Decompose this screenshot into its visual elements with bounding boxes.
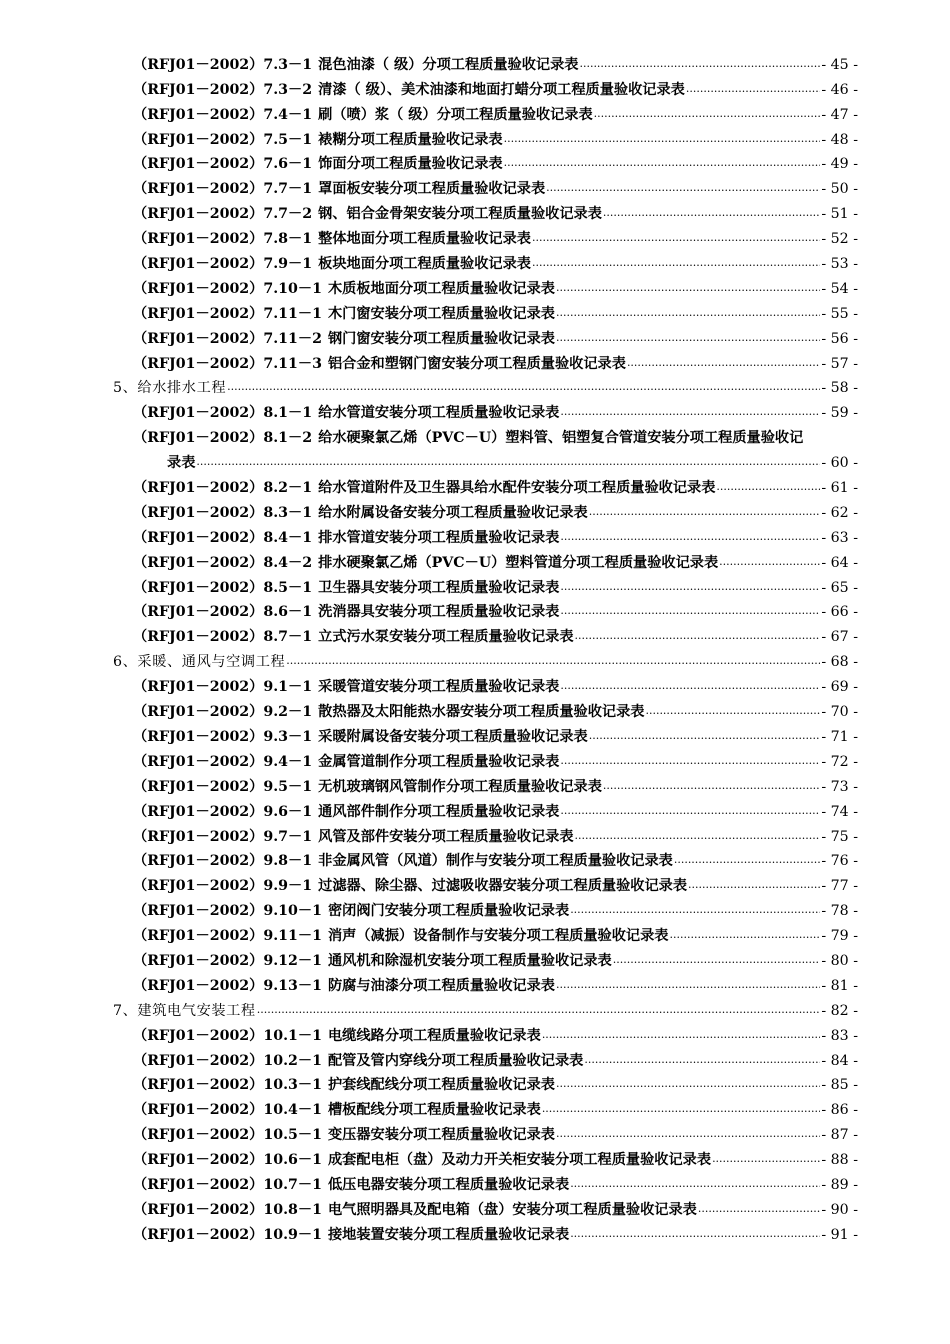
toc-entry-title-group <box>133 106 593 124</box>
toc-entry-title: 卫生器具安装分项工程质量验收记录表 <box>318 579 560 596</box>
toc-entry[interactable] <box>0 771 950 796</box>
toc-entry-title-group <box>133 1052 583 1070</box>
toc-page-number: - 47 - <box>821 106 858 123</box>
toc-entry-title: 混色油漆（ 级）分项工程质量验收记录表 <box>318 56 579 73</box>
toc-entry[interactable] <box>0 821 950 846</box>
dot-leader <box>560 676 820 695</box>
toc-entry-title-group <box>133 131 503 149</box>
toc-entry-title: 消声（减振）设备制作与安装分项工程质量验收记录表 <box>327 928 669 945</box>
toc-entry-title: 风管及部件安装分项工程质量验收记录表 <box>318 828 574 845</box>
toc-entry-code: （RFJ01－2002）8.4－1 <box>133 529 313 546</box>
toc-section-heading[interactable] <box>0 373 950 398</box>
toc-page-number: - 63 - <box>821 529 858 546</box>
toc-page-number: - 82 - <box>821 1002 858 1019</box>
dot-leader <box>570 1224 820 1243</box>
toc-entry[interactable] <box>0 323 950 348</box>
toc-entry-title: 配管及管内穿线分项工程质量验收记录表 <box>327 1052 584 1069</box>
toc-entry-title-group <box>133 778 602 796</box>
dot-leader <box>670 925 821 944</box>
dot-leader <box>227 377 820 396</box>
toc-entry-code: （RFJ01－2002）7.11－3 <box>133 355 322 372</box>
toc-page-number: - 76 - <box>821 853 858 870</box>
dot-leader <box>560 601 820 620</box>
toc-entry-title-group <box>133 255 531 273</box>
toc-page-number: - 50 - <box>821 181 858 198</box>
toc-entry-code: （RFJ01－2002）7.5－1 <box>133 131 313 148</box>
toc-entry-code: （RFJ01－2002）8.1－1 <box>133 405 313 422</box>
toc-entry-code: （RFJ01－2002）7.4－1 <box>133 106 313 123</box>
toc-entry-title: 洗消器具安装分项工程质量验收记录表 <box>318 604 560 621</box>
toc-entry[interactable] <box>0 198 950 223</box>
toc-entry[interactable] <box>0 173 950 198</box>
toc-page-number: - 88 - <box>821 1152 858 1169</box>
toc-entry-title-group <box>133 877 687 895</box>
dot-leader <box>579 54 820 73</box>
toc-entry-code: （RFJ01－2002）9.11－1 <box>133 928 322 945</box>
toc-entry-code: （RFJ01－2002）9.10－1 <box>133 903 322 920</box>
dot-leader <box>257 1000 821 1019</box>
toc-entry-code: （RFJ01－2002）10.1－1 <box>133 1027 322 1044</box>
toc-page-number: - 73 - <box>821 778 858 795</box>
toc-page-number: - 59 - <box>821 405 858 422</box>
toc-entry[interactable] <box>0 248 950 273</box>
dot-leader <box>603 203 820 222</box>
toc-entry-code: （RFJ01－2002）8.4－2 <box>133 554 313 571</box>
toc-entry-code: （RFJ01－2002）7.3－2 <box>133 81 313 98</box>
toc-section-title-group <box>113 1002 256 1020</box>
toc-entry-title-group <box>133 703 644 721</box>
toc-entry-title-group <box>133 1151 711 1169</box>
toc-entry-title-group <box>133 81 685 99</box>
toc-entry-title-group <box>133 603 559 621</box>
toc-entry-code: （RFJ01－2002）9.1－1 <box>133 679 313 696</box>
toc-entry-title: 无机玻璃钢风管制作分项工程质量验收记录表 <box>318 778 602 795</box>
dot-leader <box>575 626 821 645</box>
toc-entry[interactable] <box>0 895 950 920</box>
toc-entry-title-group <box>133 230 531 248</box>
toc-entry-title-group <box>133 355 626 373</box>
toc-entry-title: 密闭阀门安装分项工程质量验收记录表 <box>327 903 570 920</box>
toc-entry-code: （RFJ01－2002）7.6－1 <box>133 156 313 173</box>
toc-entry[interactable] <box>0 846 950 871</box>
toc-entry-title: 饰面分项工程质量验收记录表 <box>318 156 503 173</box>
dot-leader <box>570 1174 820 1193</box>
dot-leader <box>584 1050 820 1069</box>
toc-entry-title-group <box>133 852 673 870</box>
toc-entry-title: 给水附属设备安装分项工程质量验收记录表 <box>318 504 588 521</box>
toc-entry-title-group <box>133 952 612 970</box>
toc-page-number: - 74 - <box>821 803 858 820</box>
toc-entry-title: 过滤器、除尘器、过滤吸收器安装分项工程质量验收记录表 <box>318 878 688 895</box>
toc-entry-title: 板块地面分项工程质量验收记录表 <box>318 256 531 273</box>
toc-entry-title-group <box>133 1101 541 1119</box>
toc-entry[interactable] <box>0 298 950 323</box>
dot-leader <box>686 79 820 98</box>
toc-entry-code: （RFJ01－2002）10.3－1 <box>133 1077 322 1094</box>
dot-leader <box>716 477 820 496</box>
toc-page-number: - 52 - <box>821 231 858 248</box>
toc-entry-title: 防腐与油漆分项工程质量验收记录表 <box>327 977 555 994</box>
toc-entry[interactable] <box>0 1119 950 1144</box>
toc-page-number: - 45 - <box>821 56 858 73</box>
toc-entry-title-group <box>133 280 555 298</box>
toc-entry[interactable] <box>0 597 950 622</box>
toc-entry[interactable] <box>0 796 950 821</box>
toc-entry-title-group <box>133 180 545 198</box>
toc-page-number: - 72 - <box>821 753 858 770</box>
toc-entry-title-continuation: 录表 <box>167 455 196 472</box>
dot-leader <box>575 826 821 845</box>
toc-page-number: - 78 - <box>821 903 858 920</box>
dot-leader <box>613 950 821 969</box>
toc-entry-title-group <box>133 479 715 497</box>
toc-entry-title-group <box>133 1076 555 1094</box>
toc-page-number: - 80 - <box>821 952 858 969</box>
dot-leader <box>560 527 820 546</box>
toc-page-number: - 62 - <box>821 504 858 521</box>
toc-entry-title: 立式污水泵安装分项工程质量验收记录表 <box>318 629 574 646</box>
toc-entry-title: 采暖附属设备安装分项工程质量验收记录表 <box>318 728 588 745</box>
toc-page-number: - 71 - <box>821 728 858 745</box>
toc-page-number: - 49 - <box>821 156 858 173</box>
toc-entry-code: （RFJ01－2002）8.5－1 <box>133 579 313 596</box>
dot-leader <box>589 726 821 745</box>
toc-entry[interactable] <box>0 970 950 995</box>
toc-entry-title-group <box>133 504 588 522</box>
toc-entry-title-group <box>133 330 555 348</box>
toc-entry[interactable] <box>0 99 950 124</box>
toc-page-number: - 51 - <box>821 206 858 223</box>
toc-page-number: - 66 - <box>821 604 858 621</box>
toc-entry-code: （RFJ01－2002）9.6－1 <box>133 803 313 820</box>
toc-section-title: 7、建筑电气安装工程 <box>113 1002 256 1019</box>
toc-entry-title: 电缆线路分项工程质量验收记录表 <box>327 1027 541 1044</box>
toc-entry[interactable] <box>0 124 950 149</box>
toc-page-number: - 87 - <box>821 1127 858 1144</box>
toc-entry-title: 木质板地面分项工程质量验收记录表 <box>327 280 555 297</box>
dot-leader <box>560 801 820 820</box>
toc-entry-title-group <box>133 902 569 920</box>
toc-section-heading[interactable] <box>0 646 950 671</box>
toc-entry[interactable] <box>0 1020 950 1045</box>
toc-page-number: - 64 - <box>821 554 858 571</box>
dot-leader <box>688 875 820 894</box>
dot-leader <box>627 353 820 372</box>
toc-entry-code: （RFJ01－2002）7.11－1 <box>133 305 322 322</box>
dot-leader <box>719 552 820 571</box>
dot-leader <box>589 502 821 521</box>
toc-entry[interactable] <box>0 149 950 174</box>
dot-leader <box>712 1149 820 1168</box>
dot-leader <box>560 577 820 596</box>
dot-leader <box>196 452 820 471</box>
toc-entry[interactable] <box>0 522 950 547</box>
toc-page-number: - 69 - <box>821 679 858 696</box>
toc-entry-code: （RFJ01－2002）9.12－1 <box>133 952 322 969</box>
toc-entry-code: （RFJ01－2002）9.7－1 <box>133 828 313 845</box>
toc-entry[interactable] <box>0 223 950 248</box>
toc-entry-title: 金属管道制作分项工程质量验收记录表 <box>318 753 560 770</box>
toc-entry-title: 铝合金和塑钢门窗安装分项工程质量验收记录表 <box>327 355 626 372</box>
toc-page-number: - 83 - <box>821 1027 858 1044</box>
toc-entry-title-group <box>133 429 803 447</box>
toc-entry-title: 排水管道安装分项工程质量验收记录表 <box>318 529 560 546</box>
toc-page-number: - 61 - <box>821 480 858 497</box>
toc-entry-title: 电气照明器具及配电箱（盘）安装分项工程质量验收记录表 <box>327 1201 697 1218</box>
toc-page-number: - 48 - <box>821 131 858 148</box>
toc-entry[interactable] <box>0 870 950 895</box>
toc-entry-title-group <box>133 529 559 547</box>
toc-entry-title: 成套配电柜（盘）及动力开关柜安装分项工程质量验收记录表 <box>327 1152 712 1169</box>
dot-leader <box>532 253 820 272</box>
toc-entry-title: 裱糊分项工程质量验收记录表 <box>318 131 503 148</box>
dot-leader <box>546 178 820 197</box>
toc-entry[interactable] <box>0 1045 950 1070</box>
toc-entry-code: （RFJ01－2002）7.7－1 <box>133 181 313 198</box>
dot-leader <box>556 1124 820 1143</box>
toc-entry-code: （RFJ01－2002）9.8－1 <box>133 853 313 870</box>
toc-entry-title: 非金属风管（风道）制作与安装分项工程质量验收记录表 <box>318 853 673 870</box>
toc-entry[interactable] <box>0 397 950 422</box>
toc-entry-code: （RFJ01－2002）9.4－1 <box>133 753 313 770</box>
toc-entry-title-group <box>133 1027 541 1045</box>
toc-entry[interactable] <box>0 1144 950 1169</box>
toc-entry-title: 钢门窗安装分项工程质量验收记录表 <box>327 330 555 347</box>
toc-section-heading[interactable] <box>0 995 950 1020</box>
toc-entry[interactable] <box>0 472 950 497</box>
toc-entry-title-group <box>133 205 602 223</box>
toc-entry-code: （RFJ01－2002）7.10－1 <box>133 280 322 297</box>
toc-entry-title-group <box>133 1126 555 1144</box>
toc-entry-code: （RFJ01－2002）10.5－1 <box>133 1127 322 1144</box>
toc-entry-code: （RFJ01－2002）8.6－1 <box>133 604 313 621</box>
toc-section-title: 5、给水排水工程 <box>113 380 227 397</box>
toc-page-number: - 65 - <box>821 579 858 596</box>
toc-entry-title: 采暖管道安装分项工程质量验收记录表 <box>318 679 560 696</box>
toc-entry-title-group <box>133 554 718 572</box>
toc-entry-title-group <box>133 1226 569 1244</box>
dot-leader <box>603 776 820 795</box>
toc-page-number: - 46 - <box>821 81 858 98</box>
toc-entry-code: （RFJ01－2002）10.4－1 <box>133 1102 322 1119</box>
toc-entry-title-group <box>133 828 574 846</box>
dot-leader <box>532 228 820 247</box>
toc-entry-code: （RFJ01－2002）7.8－1 <box>133 231 313 248</box>
toc-entry-code: （RFJ01－2002）10.6－1 <box>133 1152 322 1169</box>
toc-entry-code: （RFJ01－2002）7.9－1 <box>133 256 313 273</box>
toc-entry-title-group <box>133 1176 569 1194</box>
dot-leader <box>556 303 820 322</box>
toc-page-number: - 85 - <box>821 1077 858 1094</box>
toc-entry-title: 刷（喷）浆（ 级）分项工程质量验收记录表 <box>318 106 593 123</box>
toc-entry[interactable] <box>0 746 950 771</box>
dot-leader <box>645 701 820 720</box>
toc-page-number: - 86 - <box>821 1102 858 1119</box>
toc-entry[interactable] <box>0 1194 950 1219</box>
dot-leader <box>556 1074 820 1093</box>
dot-leader <box>560 402 820 421</box>
toc-entry[interactable] <box>0 1070 950 1095</box>
toc-entry[interactable] <box>0 945 950 970</box>
toc-page-number: - 70 - <box>821 704 858 721</box>
toc-entry-title: 排水硬聚氯乙烯（PVC－U）塑料管道分项工程质量验收记录表 <box>318 554 719 571</box>
toc-entry-title: 低压电器安装分项工程质量验收记录表 <box>327 1176 570 1193</box>
dot-leader <box>542 1099 821 1118</box>
toc-page-number: - 58 - <box>821 380 858 397</box>
toc-entry-title-group <box>133 628 574 646</box>
toc-entry[interactable] <box>0 273 950 298</box>
dot-leader <box>560 751 820 770</box>
toc-entry[interactable] <box>0 920 950 945</box>
toc-entry-title-group <box>133 803 559 821</box>
dot-leader <box>674 850 821 869</box>
toc-entry-code: （RFJ01－2002）10.8－1 <box>133 1201 322 1218</box>
toc-entry-title-group <box>133 753 559 771</box>
toc-entry-title-group <box>133 1201 697 1219</box>
toc-entry-title: 散热器及太阳能热水器安装分项工程质量验收记录表 <box>318 704 645 721</box>
toc-entry-code: （RFJ01－2002）9.9－1 <box>133 878 313 895</box>
toc-entry[interactable] <box>0 696 950 721</box>
toc-entry[interactable] <box>0 547 950 572</box>
toc-entry-title-group <box>133 728 588 746</box>
toc-entry[interactable] <box>0 74 950 99</box>
dot-leader <box>556 278 820 297</box>
toc-entry-code: （RFJ01－2002）7.3－1 <box>133 56 313 73</box>
toc-entry-title-group <box>133 678 559 696</box>
toc-entry-code: （RFJ01－2002）8.3－1 <box>133 504 313 521</box>
toc-entry-title-group <box>133 927 669 945</box>
toc-entry-title: 罩面板安装分项工程质量验收记录表 <box>318 181 546 198</box>
dot-leader <box>594 104 821 123</box>
toc-entry-title-group <box>133 579 559 597</box>
toc-entry-title: 通风机和除湿机安装分项工程质量验收记录表 <box>327 952 612 969</box>
toc-section-title: 6、采暖、通风与空调工程 <box>113 654 286 671</box>
toc-entry[interactable] <box>0 1169 950 1194</box>
toc-entry-title: 木门窗安装分项工程质量验收记录表 <box>327 305 555 322</box>
toc-entry-title-group <box>133 155 503 173</box>
toc-entry-title-group <box>133 305 555 323</box>
toc-entry-continuation[interactable] <box>0 447 950 472</box>
toc-entry-title-group <box>133 56 578 74</box>
dot-leader <box>698 1199 820 1218</box>
toc-entry-title: 给水管道安装分项工程质量验收记录表 <box>318 405 560 422</box>
toc-entry-code: （RFJ01－2002）9.2－1 <box>133 704 313 721</box>
toc-section-title-group <box>113 653 285 671</box>
toc-entry[interactable] <box>0 49 950 74</box>
toc-page-number: - 75 - <box>821 828 858 845</box>
toc-entry-title: 给水硬聚氯乙烯（PVC－U）塑料管、铝塑复合管道安装分项工程质量验收记 <box>318 430 804 447</box>
toc-entry-title: 整体地面分项工程质量验收记录表 <box>318 231 531 248</box>
toc-entry-code: （RFJ01－2002）8.7－1 <box>133 629 313 646</box>
toc-page-number: - 54 - <box>821 280 858 297</box>
toc-entry[interactable] <box>0 422 950 447</box>
toc-entry-code: （RFJ01－2002）10.9－1 <box>133 1226 322 1243</box>
toc-entry-title: 接地装置安装分项工程质量验收记录表 <box>327 1226 570 1243</box>
toc-entry[interactable] <box>0 621 950 646</box>
toc-entry[interactable] <box>0 572 950 597</box>
toc-entry-code: （RFJ01－2002）10.7－1 <box>133 1176 322 1193</box>
toc-entry-title: 钢、铝合金骨架安装分项工程质量验收记录表 <box>318 206 602 223</box>
toc-entry-code: （RFJ01－2002）8.1－2 <box>133 430 313 447</box>
dot-leader <box>504 129 821 148</box>
toc-entry-title: 给水管道附件及卫生器具给水配件安装分项工程质量验收记录表 <box>318 480 716 497</box>
toc-entry-code: （RFJ01－2002）9.5－1 <box>133 778 313 795</box>
toc-page-number: - 89 - <box>821 1176 858 1193</box>
toc-section-title-group <box>113 379 226 397</box>
toc-entry[interactable] <box>0 1219 950 1244</box>
dot-leader <box>556 975 820 994</box>
toc-entry-title: 变压器安装分项工程质量验收记录表 <box>327 1127 555 1144</box>
toc-entry[interactable] <box>0 1094 950 1119</box>
toc-entry-code: （RFJ01－2002）7.7－2 <box>133 206 313 223</box>
toc-entry-code: （RFJ01－2002）7.11－2 <box>133 330 322 347</box>
toc-entry[interactable] <box>0 671 950 696</box>
dot-leader <box>570 900 820 919</box>
toc-entry[interactable] <box>0 348 950 373</box>
toc-page-number: - 91 - <box>821 1226 858 1243</box>
toc-page-number: - 81 - <box>821 977 858 994</box>
toc-entry-title: 槽板配线分项工程质量验收记录表 <box>327 1102 541 1119</box>
toc-entry-title-group <box>133 977 555 995</box>
toc-entry-code: （RFJ01－2002）10.2－1 <box>133 1052 322 1069</box>
toc-page-number: - 79 - <box>821 928 858 945</box>
toc-entry-code: （RFJ01－2002）8.2－1 <box>133 480 313 497</box>
dot-leader <box>286 651 820 670</box>
toc-page-number: - 77 - <box>821 878 858 895</box>
toc-entry[interactable] <box>0 497 950 522</box>
toc-entry-title: 通风部件制作分项工程质量验收记录表 <box>318 803 560 820</box>
toc-page-number: - 56 - <box>821 330 858 347</box>
dot-leader <box>504 153 821 172</box>
table-of-contents <box>0 49 950 1244</box>
toc-page-number: - 55 - <box>821 305 858 322</box>
toc-entry[interactable] <box>0 721 950 746</box>
dot-leader <box>542 1025 821 1044</box>
toc-entry-title: 清漆（ 级）、美术油漆和地面打蜡分项工程质量验收记录表 <box>318 81 685 98</box>
toc-page-number: - 57 - <box>821 355 858 372</box>
toc-page-number: - 84 - <box>821 1052 858 1069</box>
toc-entry-code: （RFJ01－2002）9.13－1 <box>133 977 322 994</box>
toc-page-number: - 90 - <box>821 1201 858 1218</box>
toc-entry-code: （RFJ01－2002）9.3－1 <box>133 728 313 745</box>
toc-entry-title-group <box>133 404 559 422</box>
toc-entry-title: 护套线配线分项工程质量验收记录表 <box>327 1077 555 1094</box>
toc-page-number: - 60 - <box>821 455 858 472</box>
toc-page-number: - 53 - <box>821 256 858 273</box>
toc-page-number: - 68 - <box>821 654 858 671</box>
dot-leader <box>556 328 820 347</box>
toc-page-number: - 67 - <box>821 629 858 646</box>
